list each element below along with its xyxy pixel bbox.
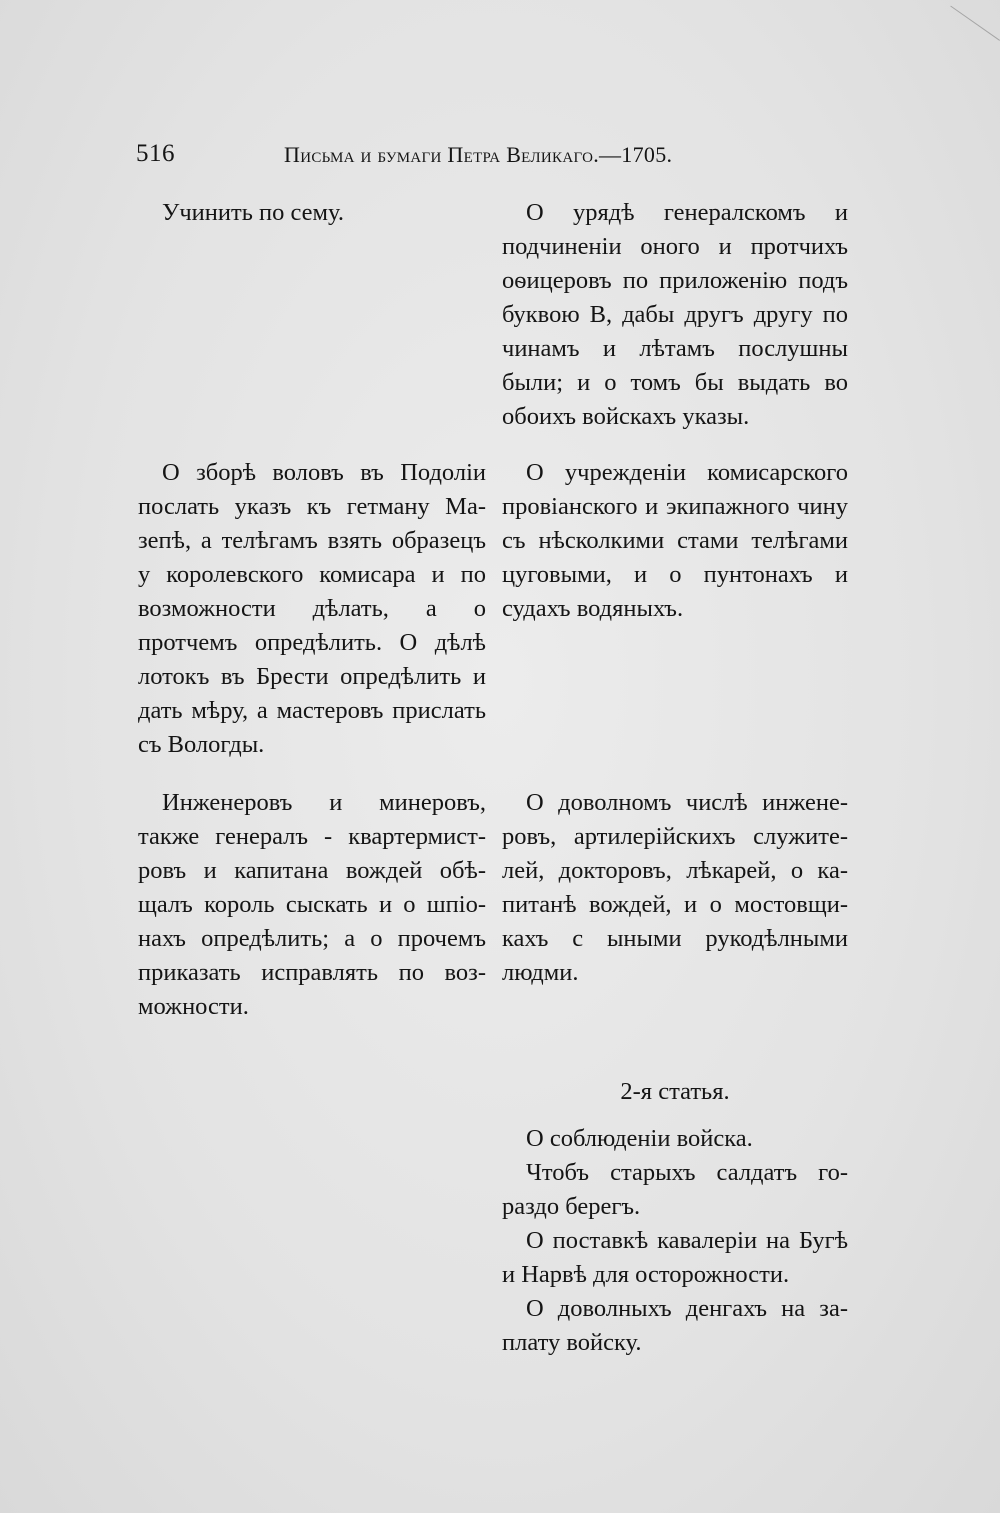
section-2-item: О соблюденіи войска. — [526, 1125, 753, 1152]
resolution-1-text: Учинить по сему. — [162, 199, 344, 226]
request-2 — [502, 456, 848, 626]
page-edge-mark — [933, 6, 1000, 66]
section-2-items — [502, 1122, 848, 1360]
section-2-item: О доволныхъ денгахъ на заплату войску. — [502, 1295, 848, 1356]
request-3-text: О доволномъ числѣ инженеровъ, артилерійскихъ служителей, докторовъ, лѣкарей, о капитанѣ вождей, и о мостовщикахъ с ыными рукодѣлными людми. — [502, 789, 848, 986]
resolution-3 — [138, 786, 486, 1024]
request-1 — [502, 196, 848, 434]
request-3 — [502, 786, 848, 990]
resolution-3-text: Инженеровъ и минеровъ, также генералъ - квартермистровъ и капитана вождей обѣщалъ король сыскать и о шпіонахъ опредѣлить; а о прочемъ приказать исправлять по возможности. — [138, 789, 486, 1020]
page-number: 516 — [136, 140, 175, 167]
resolution-2 — [138, 456, 486, 762]
section-2-item: Чтобъ старыхъ салдатъ гораздо берегъ. — [502, 1159, 848, 1220]
page-header — [136, 140, 716, 176]
running-title: Письма и бумаги Петра Великаго.—1705. — [284, 142, 673, 167]
request-1-text: О урядѣ генералскомъ и подчиненіи оного и протчихъ оѳицеровъ по приложенію подъ буквою В, дабы другъ другу по чинамъ и лѣтамъ послушны были; и о томъ бы выдать во обоихъ войскахъ указы. — [502, 199, 848, 430]
section-2-item: О поставкѣ кавалеріи на Бугѣ и Нарвѣ для осторожности. — [502, 1227, 848, 1288]
resolution-1 — [138, 196, 486, 230]
resolution-2-text: О зборѣ воловъ въ Подоліи послать указъ къ гетману Мазепѣ, а телѣгамъ взять образецъ у королевского комисара и по возможности дѣлать, а о протчемъ опредѣлить. О дѣлѣ лотокъ въ Брести опредѣлить и дать мѣру, а мастеровъ прислать съ Вологды. — [138, 459, 486, 758]
request-2-text: О учрежденіи комисарского провіанского и экипажного чину съ нѣсколкими стами телѣгами цуговыми, и о пунтонахъ и судахъ водяныхъ. — [502, 459, 848, 622]
section-2-heading: 2-я статья. — [620, 1078, 730, 1105]
